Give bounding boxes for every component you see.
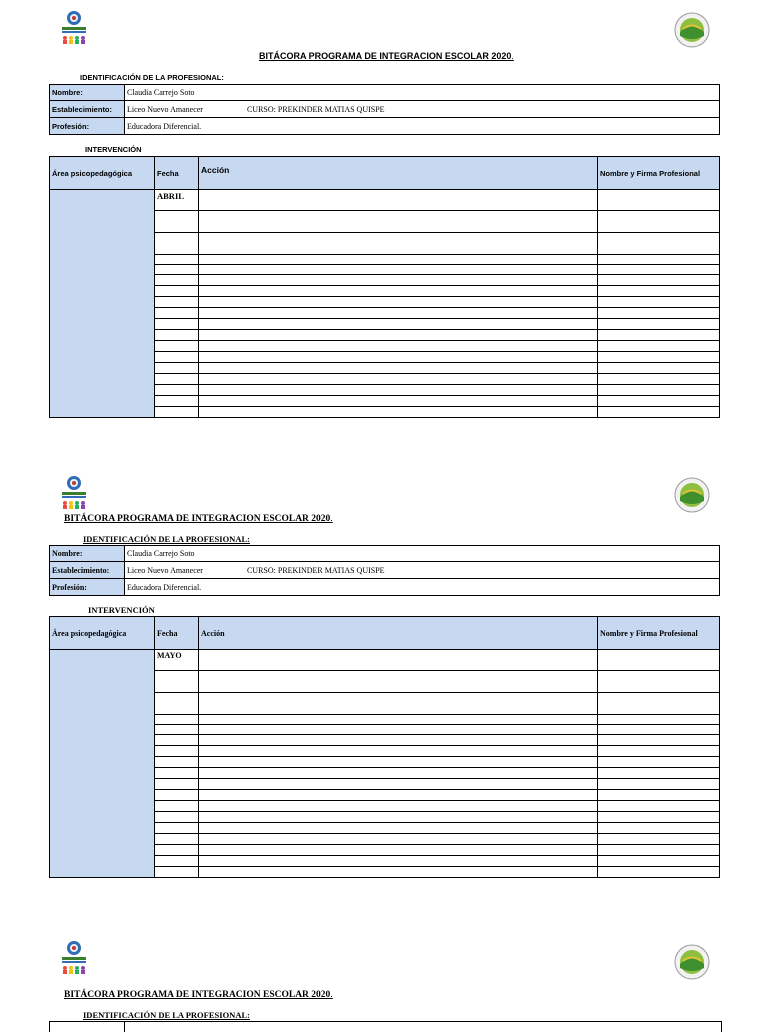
bitacora-title: BITÁCORA PROGRAMA DE INTEGRACION ESCOLAR 2020. <box>64 514 333 524</box>
month-cell: ABRIL <box>155 190 199 211</box>
col-area-header: Área psicopedagógica <box>50 617 155 650</box>
intervencion-label: INTERVENCIÓN <box>88 605 155 615</box>
school-logo-icon <box>60 10 94 46</box>
nombre-value: Claudia Carrejo Soto <box>125 546 720 562</box>
identificacion-label: IDENTIFICACIÓN DE LA PROFESIONAL: <box>80 73 224 82</box>
accion-cell[interactable] <box>199 190 598 211</box>
school-logo-icon <box>60 475 94 511</box>
col-fecha-header: Fecha <box>155 157 199 190</box>
curso-value: CURSO: PREKINDER MATIAS QUISPE <box>246 565 385 575</box>
establecimiento-value: Liceo Nuevo Amanecer <box>127 104 203 114</box>
nombre-value: Claudia Carrejo Soto <box>125 85 720 101</box>
curso-value: CURSO: PREKINDER MATIAS QUISPE <box>246 104 385 114</box>
identificacion-label: IDENTIFICACIÓN DE LA PROFESIONAL: <box>83 1010 250 1020</box>
intervencion-label: INTERVENCIÓN <box>85 145 142 154</box>
month-cell: MAYO <box>155 650 199 671</box>
area-cell[interactable] <box>50 190 155 418</box>
profesion-label: Profesión: <box>50 118 125 135</box>
col-firma-header: Nombre y Firma Profesional <box>598 157 720 190</box>
establecimiento-value: Liceo Nuevo Amanecer <box>127 565 203 575</box>
bitacora-title: BITÁCORA PROGRAMA DE INTEGRACION ESCOLAR 2020. <box>259 51 514 61</box>
intervencion-table <box>49 156 720 418</box>
establecimiento-label: Establecimiento: <box>50 101 125 118</box>
firma-cell[interactable] <box>598 190 720 211</box>
col-area-header: Área psicopedagógica <box>50 157 155 190</box>
bitacora-title: BITÁCORA PROGRAMA DE INTEGRACION ESCOLAR 2020. <box>64 990 333 1000</box>
accion-cell[interactable] <box>199 650 598 671</box>
profesion-label: Profesión: <box>50 579 125 596</box>
identificacion-table <box>49 1021 722 1032</box>
seal-logo-icon <box>674 944 710 980</box>
establecimiento-label: Establecimiento: <box>50 562 125 579</box>
identificacion-label: IDENTIFICACIÓN DE LA PROFESIONAL: <box>83 534 250 544</box>
profesion-value: Educadora Diferencial. <box>125 579 720 596</box>
seal-logo-icon <box>674 12 710 48</box>
seal-logo-icon <box>674 477 710 513</box>
school-logo-icon <box>60 940 94 976</box>
identificacion-table <box>49 84 720 135</box>
nombre-label: Nombre: <box>50 85 125 101</box>
firma-cell[interactable] <box>598 650 720 671</box>
col-fecha-header: Fecha <box>155 617 199 650</box>
area-cell[interactable] <box>50 650 155 878</box>
col-firma-header: Nombre y Firma Profesional <box>598 617 720 650</box>
intervencion-table <box>49 616 720 878</box>
col-accion-header: Acción <box>199 617 598 650</box>
profesion-value: Educadora Diferencial. <box>125 118 720 135</box>
col-accion-header: Acción <box>199 157 598 190</box>
nombre-label: Nombre: <box>50 546 125 562</box>
identificacion-table <box>49 545 720 596</box>
